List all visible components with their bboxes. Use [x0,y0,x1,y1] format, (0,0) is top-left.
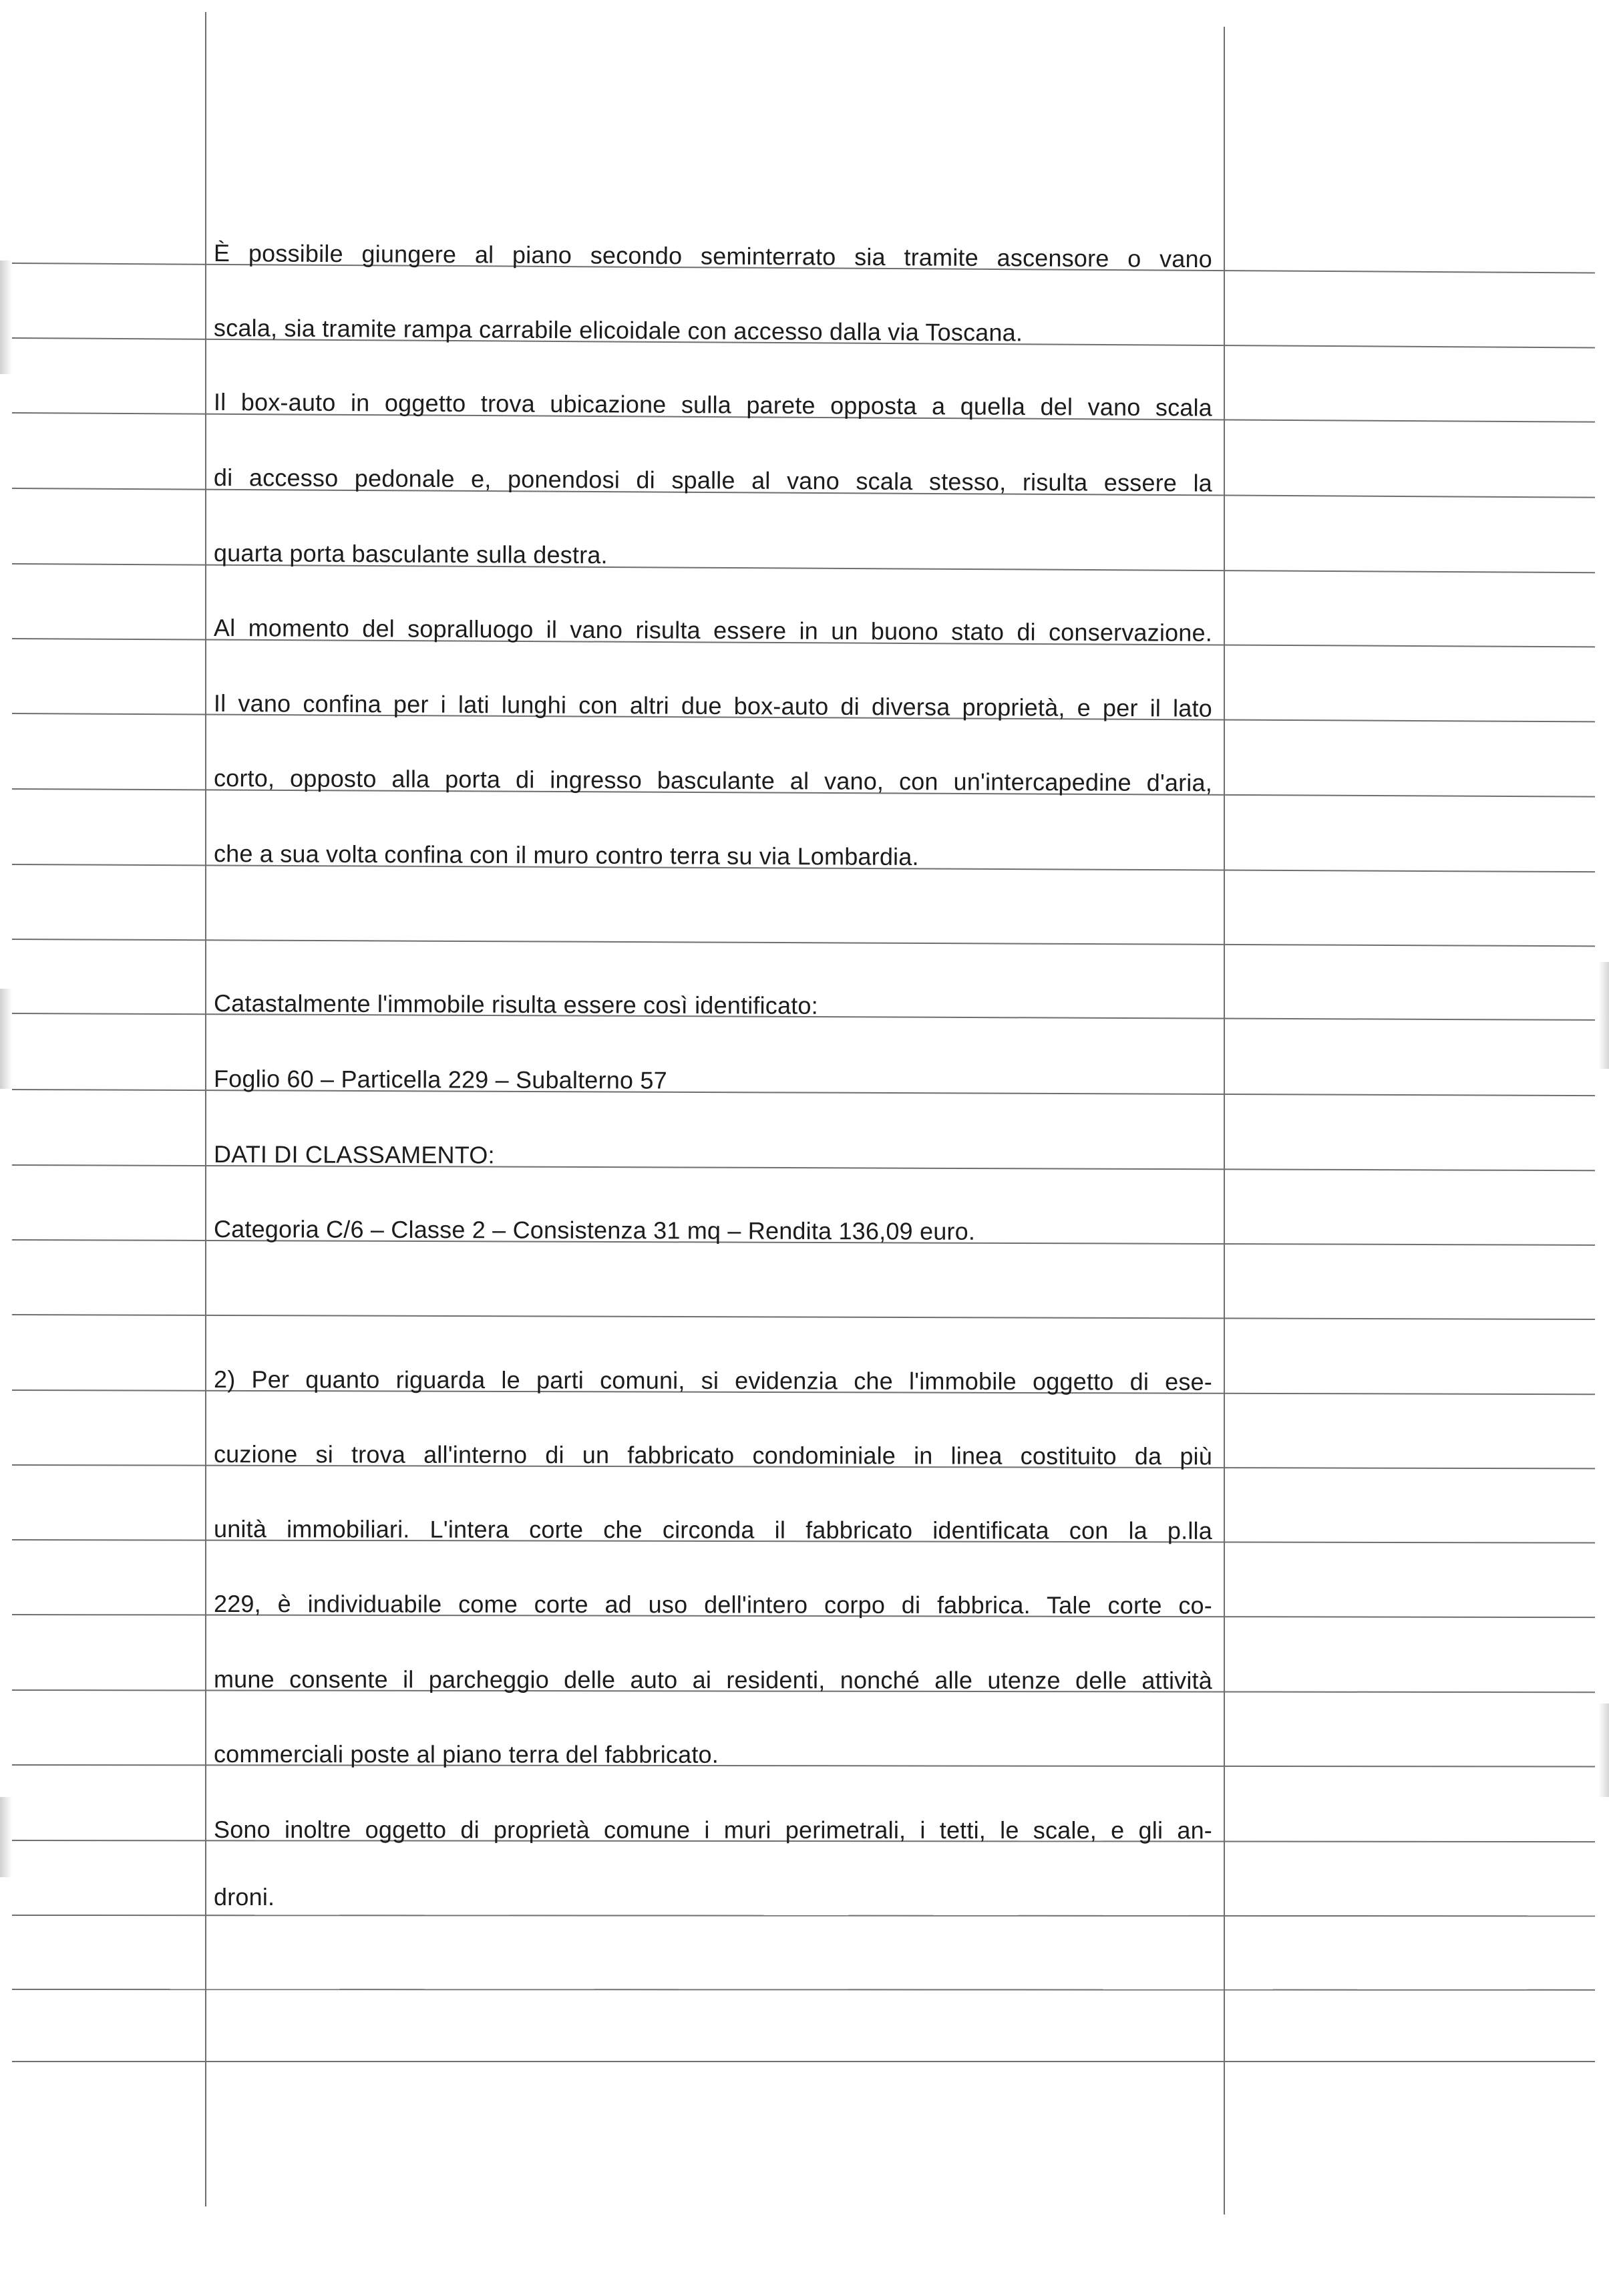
ruled-line [12,939,1595,947]
text-line: commerciali poste al piano terra del fabbricato. [213,1740,719,1768]
text-line: Il box-auto in oggetto trova ubicazione sulla parete opposta a quella del vano scala [213,388,1213,422]
text-line: che a sua volta confina con il muro contro terra su via Lombardia. [213,840,919,870]
cadastral-classification: Categoria C/6 – Classe 2 – Consistenza 31 mq – Rendita 136,09 euro. [213,1215,976,1245]
scan-edge-mark [0,1797,12,1877]
text-line: Al momento del sopralluogo il vano risulta essere in un buono stato di conservazione. [213,614,1213,647]
ruled-line [12,1915,1595,1917]
scan-edge-mark [0,989,12,1089]
text-line: 2) Per quanto riguarda le parti comuni, si evidenzia che l'immobile oggetto di ese- [213,1365,1213,1396]
text-line: quarta porta basculante sulla destra. [213,539,608,569]
text-line: droni. [213,1883,275,1911]
ruled-line [12,1314,1595,1320]
scan-edge-mark [1598,962,1609,1069]
text-line: unità immobiliari. L'intera corte che circonda il fabbricato identificata con la p.lla [213,1515,1213,1544]
text-line: Il vano confina per i lati lunghi con altri due box-auto di diversa proprietà, e per il lato [213,689,1213,722]
text-line: cuzione si trova all'interno di un fabbricato condominiale in linea costituito da più [213,1440,1213,1470]
scan-edge-mark [1598,1703,1609,1797]
classification-heading: DATI DI CLASSAMENTO: [213,1140,495,1169]
text-line: È possibile giungere al piano secondo seminterrato sia tramite ascensore o vano [213,239,1213,273]
scan-edge-mark [0,261,12,374]
text-line: corto, opposto alla porta di ingresso basculante al vano, con un'intercapedine d'aria, [213,764,1213,797]
text-line: Sono inoltre oggetto di proprietà comune i muri perimetrali, i tetti, le scale, e gli an- [213,1816,1213,1844]
text-line: mune consente il parcheggio delle auto ai residenti, nonché alle utenze delle attività [213,1665,1213,1695]
text-line: di accesso pedonale e, ponendosi di spalle al vano scala stesso, risulta essere la [213,464,1213,497]
text-line: 229, è individuabile come corte ad uso dell'intero corpo di fabbrica. Tale corte co- [213,1590,1213,1619]
cadastral-intro: Catastalmente l'immobile risulta essere così identificato: [213,989,818,1019]
ruled-line [12,2061,1595,2062]
cadastral-identifiers: Foglio 60 – Particella 229 – Subalterno 57 [213,1065,667,1094]
text-line: scala, sia tramite rampa carrabile elicoidale con accesso dalla via Toscana. [213,314,1023,347]
right-margin-line [1224,27,1225,2215]
left-margin-line [205,12,206,2206]
ruled-line [12,1989,1595,1991]
